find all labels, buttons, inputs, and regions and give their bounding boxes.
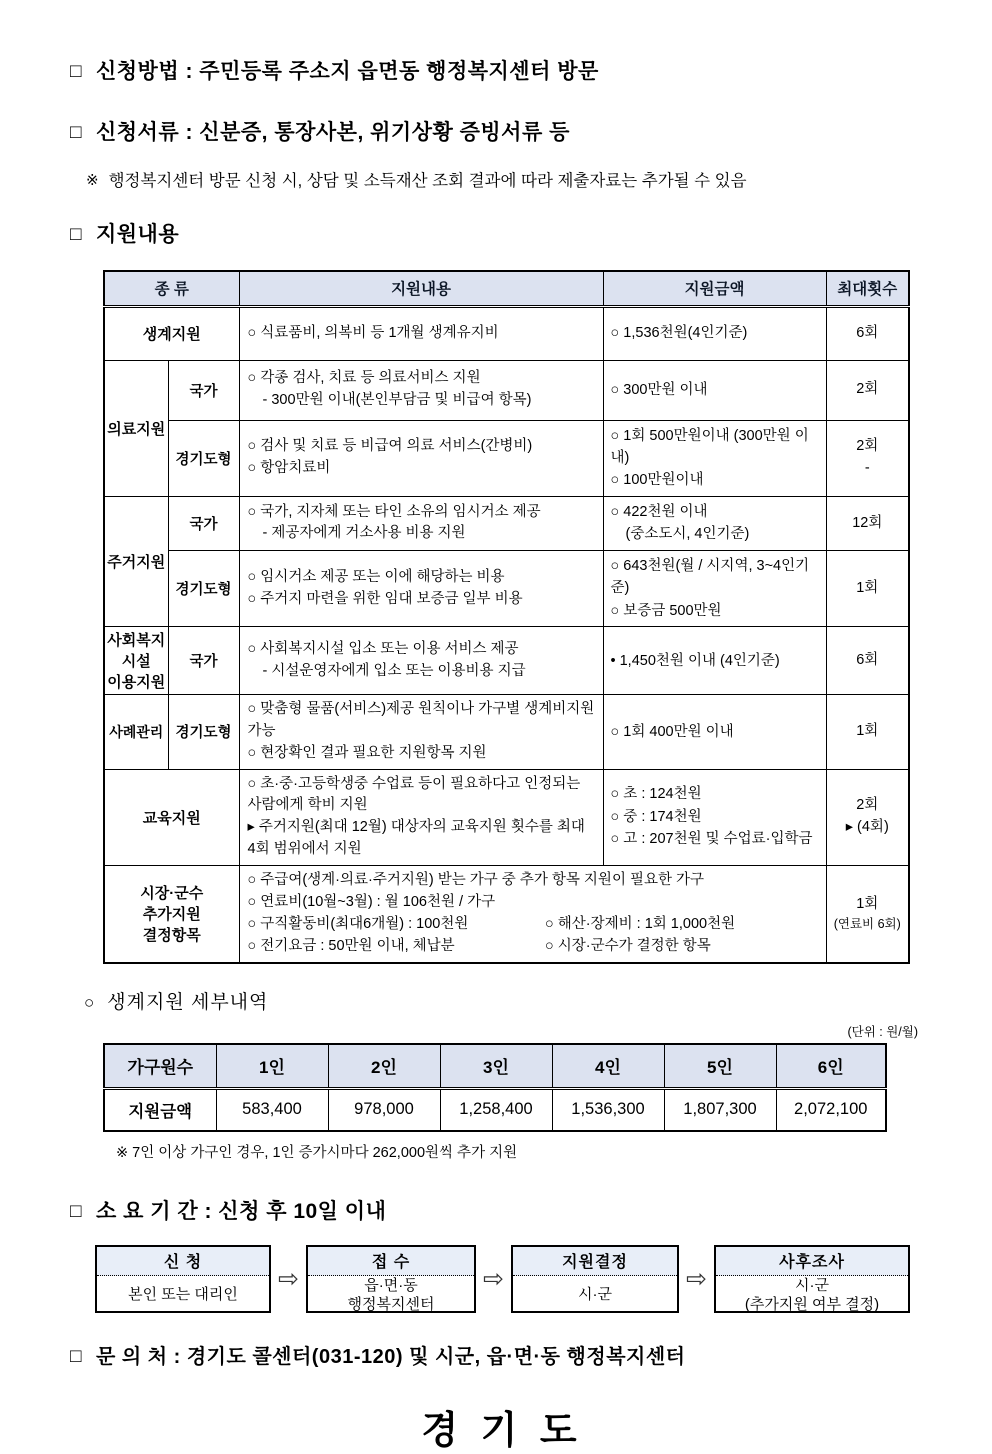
flow-step-title: 접 수	[308, 1247, 474, 1276]
flow-step-followup	[714, 1245, 910, 1313]
cell-amount: • 1,450천원 이내 (4인기준)	[603, 627, 826, 695]
value-1: 583,400	[216, 1088, 328, 1131]
col-header-max: 최대횟수	[826, 271, 909, 306]
detail-header-row	[104, 1044, 886, 1088]
cell-max: 6회	[826, 627, 909, 695]
table-row-education	[104, 769, 909, 865]
col-header-6: 6인	[776, 1044, 886, 1088]
col-header-2: 2인	[328, 1044, 440, 1088]
cell-kind-medical: 의료지원	[104, 360, 168, 496]
cell-amount: ○ 초 : 124천원 ○ 중 : 174천원 ○ 고 : 207천원 및 수업료·입학금	[603, 769, 826, 865]
cell-content-merged: ○ 주급여(생계·의료·주거지원) 받는 가구 중 추가 항목 지원이 필요한 가구 ○ 연료비(10월~3월) : 월 106천원 / 가구 ○ 구직활동비(최대6개월) : 100천원 ○ 해산·장제비 : 1회 1,000천원 ○ 전기요금 : 50만원 이내, 체납분 ○ 시장·군수가 결정한 항목	[239, 865, 826, 963]
col-header-4: 4인	[552, 1044, 664, 1088]
col-header-amount: 지원금액	[603, 271, 826, 306]
checkbox-icon: □	[70, 224, 82, 245]
livelihood-detail-heading	[84, 987, 934, 1014]
table-row-housing-gyeonggi	[104, 550, 909, 626]
col-header-3: 3인	[440, 1044, 552, 1088]
cell-max: 6회	[826, 306, 909, 360]
checkbox-icon: □	[70, 61, 82, 82]
cell-kind-sub: 국가	[168, 627, 239, 695]
value-5: 1,807,300	[664, 1088, 776, 1131]
contact-text: 문 의 처 : 경기도 콜센터(031-120) 및 시군, 읍·면·동 행정복지센터	[95, 1346, 686, 1369]
reference-mark-icon: ※	[86, 172, 99, 189]
row-label: 지원금액	[104, 1088, 216, 1131]
cell-max: 2회 ▸ (4회)	[826, 769, 909, 865]
table-row-livelihood	[104, 306, 909, 360]
cell-content: ○ 초·중·고등학생중 수업료 등이 필요하다고 인정되는 사람에게 학비 지원 ▸ 주거지원(최대 12월) 대상자의 교육지원 횟수를 최대 4회 범위에서 지원	[239, 769, 603, 865]
cell-content: ○ 맞춤형 물품(서비스)제공 원칙이나 가구별 생계비지원 가능 ○ 현장확인 결과 필요한 지원항목 지원	[239, 695, 603, 769]
cell-max: 1회	[826, 695, 909, 769]
application-method-line	[70, 55, 934, 85]
cell-content: ○ 사회복지시설 입소 또는 이용 서비스 제공 - 시설운영자에게 입소 또는 이용비용 지급	[239, 627, 603, 695]
cell-content: ○ 임시거소 제공 또는 이에 해당하는 비용 ○ 주거지 마련을 위한 임대 보증금 일부 비용	[239, 550, 603, 626]
additional-documents-note-text: 행정복지센터 방문 신청 시, 상담 및 소득재산 조회 결과에 따라 제출자료는 추가될 수 있음	[108, 172, 747, 190]
checkbox-icon: □	[70, 1201, 82, 1223]
livelihood-detail-heading-text: 생계지원 세부내역	[107, 992, 269, 1014]
flow-step-body: 시·군 (추가지원 여부 결정)	[744, 1276, 880, 1313]
cell-kind-sub: 국가	[168, 496, 239, 550]
cell-content: ○ 각종 검사, 치료 등 의료서비스 지원 - 300만원 이내(본인부담금 및 비급여 항목)	[239, 360, 603, 420]
flow-step-body: 읍·면·동 행정복지센터	[347, 1276, 435, 1313]
table-row-welfare-facility	[104, 627, 909, 695]
table-row-case-management	[104, 695, 909, 769]
cell-amount: ○ 422천원 이내 (중소도시, 4인기준)	[603, 496, 826, 550]
application-method-text: 신청방법 : 주민등록 주소지 읍면동 행정복지센터 방문	[95, 60, 599, 83]
application-documents-text: 신청서류 : 신분증, 통장사본, 위기상황 증빙서류 등	[95, 121, 570, 144]
duration-heading-text: 소 요 기 간 : 신청 후 10일 이내	[95, 1200, 387, 1224]
support-table-header-row	[104, 271, 909, 306]
col-header-5: 5인	[664, 1044, 776, 1088]
cell-kind-case: 사례관리	[104, 695, 168, 769]
corner-header: 가구원수	[104, 1044, 216, 1088]
duration-heading	[70, 1195, 934, 1225]
col-header-1: 1인	[216, 1044, 328, 1088]
cell-content: ○ 국가, 지자체 또는 타인 소유의 임시거소 제공 - 제공자에게 거소사용 비용 지원	[239, 496, 603, 550]
flow-step-title: 사후조사	[716, 1247, 908, 1276]
cell-kind: 생계지원	[104, 306, 239, 360]
table-row-mayor-additional	[104, 865, 909, 963]
cell-content: ○ 식료품비, 의복비 등 1개월 생계유지비	[239, 306, 603, 360]
support-content-heading	[70, 218, 934, 248]
cell-amount: ○ 1회 400만원 이내	[603, 695, 826, 769]
support-content-heading-text: 지원내용	[95, 223, 180, 246]
value-4: 1,536,300	[552, 1088, 664, 1131]
cell-amount: ○ 1회 500만원이내 (300만원 이내) ○ 100만원이내	[603, 420, 826, 496]
flow-step-receive	[306, 1245, 476, 1313]
flow-step-decision	[511, 1245, 679, 1313]
right-arrow-icon: ⇨	[483, 1265, 504, 1294]
table-row-medical-national	[104, 360, 909, 420]
circle-bullet-icon: ○	[84, 993, 96, 1013]
province-title: 경 기 도	[421, 1410, 583, 1453]
value-3: 1,258,400	[440, 1088, 552, 1131]
cell-amount: ○ 300만원 이내	[603, 360, 826, 420]
flow-step-apply	[95, 1245, 271, 1313]
cell-kind-education: 교육지원	[104, 769, 239, 865]
table-row-housing-national	[104, 496, 909, 550]
flow-step-title: 신 청	[97, 1247, 269, 1276]
table-row-medical-gyeonggi	[104, 420, 909, 496]
cell-kind-sub: 국가	[168, 360, 239, 420]
application-documents-line	[70, 116, 934, 146]
contact-line	[70, 1340, 934, 1369]
cell-max: 1회 (연료비 6회)	[826, 865, 909, 963]
cell-max: 2회	[826, 360, 909, 420]
process-flow	[95, 1245, 910, 1313]
flow-step-body: 시·군	[578, 1286, 612, 1304]
col-header-kind: 종 류	[104, 271, 239, 306]
value-6: 2,072,100	[776, 1088, 886, 1131]
cell-content: ○ 검사 및 치료 등 비급여 의료 서비스(간병비) ○ 항암치료비	[239, 420, 603, 496]
checkbox-icon: □	[70, 1346, 82, 1368]
value-2: 978,000	[328, 1088, 440, 1131]
flow-step-body: 본인 또는 대리인	[128, 1286, 238, 1304]
cell-amount: ○ 643천원(월 / 시지역, 3~4인기준) ○ 보증금 500만원	[603, 550, 826, 626]
cell-max: 2회 -	[826, 420, 909, 496]
right-arrow-icon: ⇨	[278, 1265, 299, 1294]
cell-amount: ○ 1,536천원(4인기준)	[603, 306, 826, 360]
right-arrow-icon: ⇨	[686, 1265, 707, 1294]
cell-kind-sub: 경기도형	[168, 420, 239, 496]
detail-value-row	[104, 1088, 886, 1131]
checkbox-icon: □	[70, 122, 82, 143]
cell-max: 1회	[826, 550, 909, 626]
additional-documents-note	[86, 167, 934, 191]
unit-label: (단위 : 원/월)	[847, 1025, 918, 1040]
support-table	[103, 270, 910, 964]
cell-kind-facility: 사회복지 시설 이용지원	[104, 627, 168, 695]
col-header-content: 지원내용	[239, 271, 603, 306]
cell-kind-sub: 경기도형	[168, 695, 239, 769]
detail-note: ※ 7인 이상 가구인 경우, 1인 증가시마다 262,000원씩 추가 지원	[116, 1145, 518, 1162]
cell-kind-housing: 주거지원	[104, 496, 168, 626]
flow-step-title: 지원결정	[513, 1247, 677, 1276]
livelihood-detail-table	[103, 1043, 887, 1132]
cell-max: 12회	[826, 496, 909, 550]
cell-kind-mayor: 시장·군수 추가지원 결정항목	[104, 865, 239, 963]
cell-kind-sub: 경기도형	[168, 550, 239, 626]
